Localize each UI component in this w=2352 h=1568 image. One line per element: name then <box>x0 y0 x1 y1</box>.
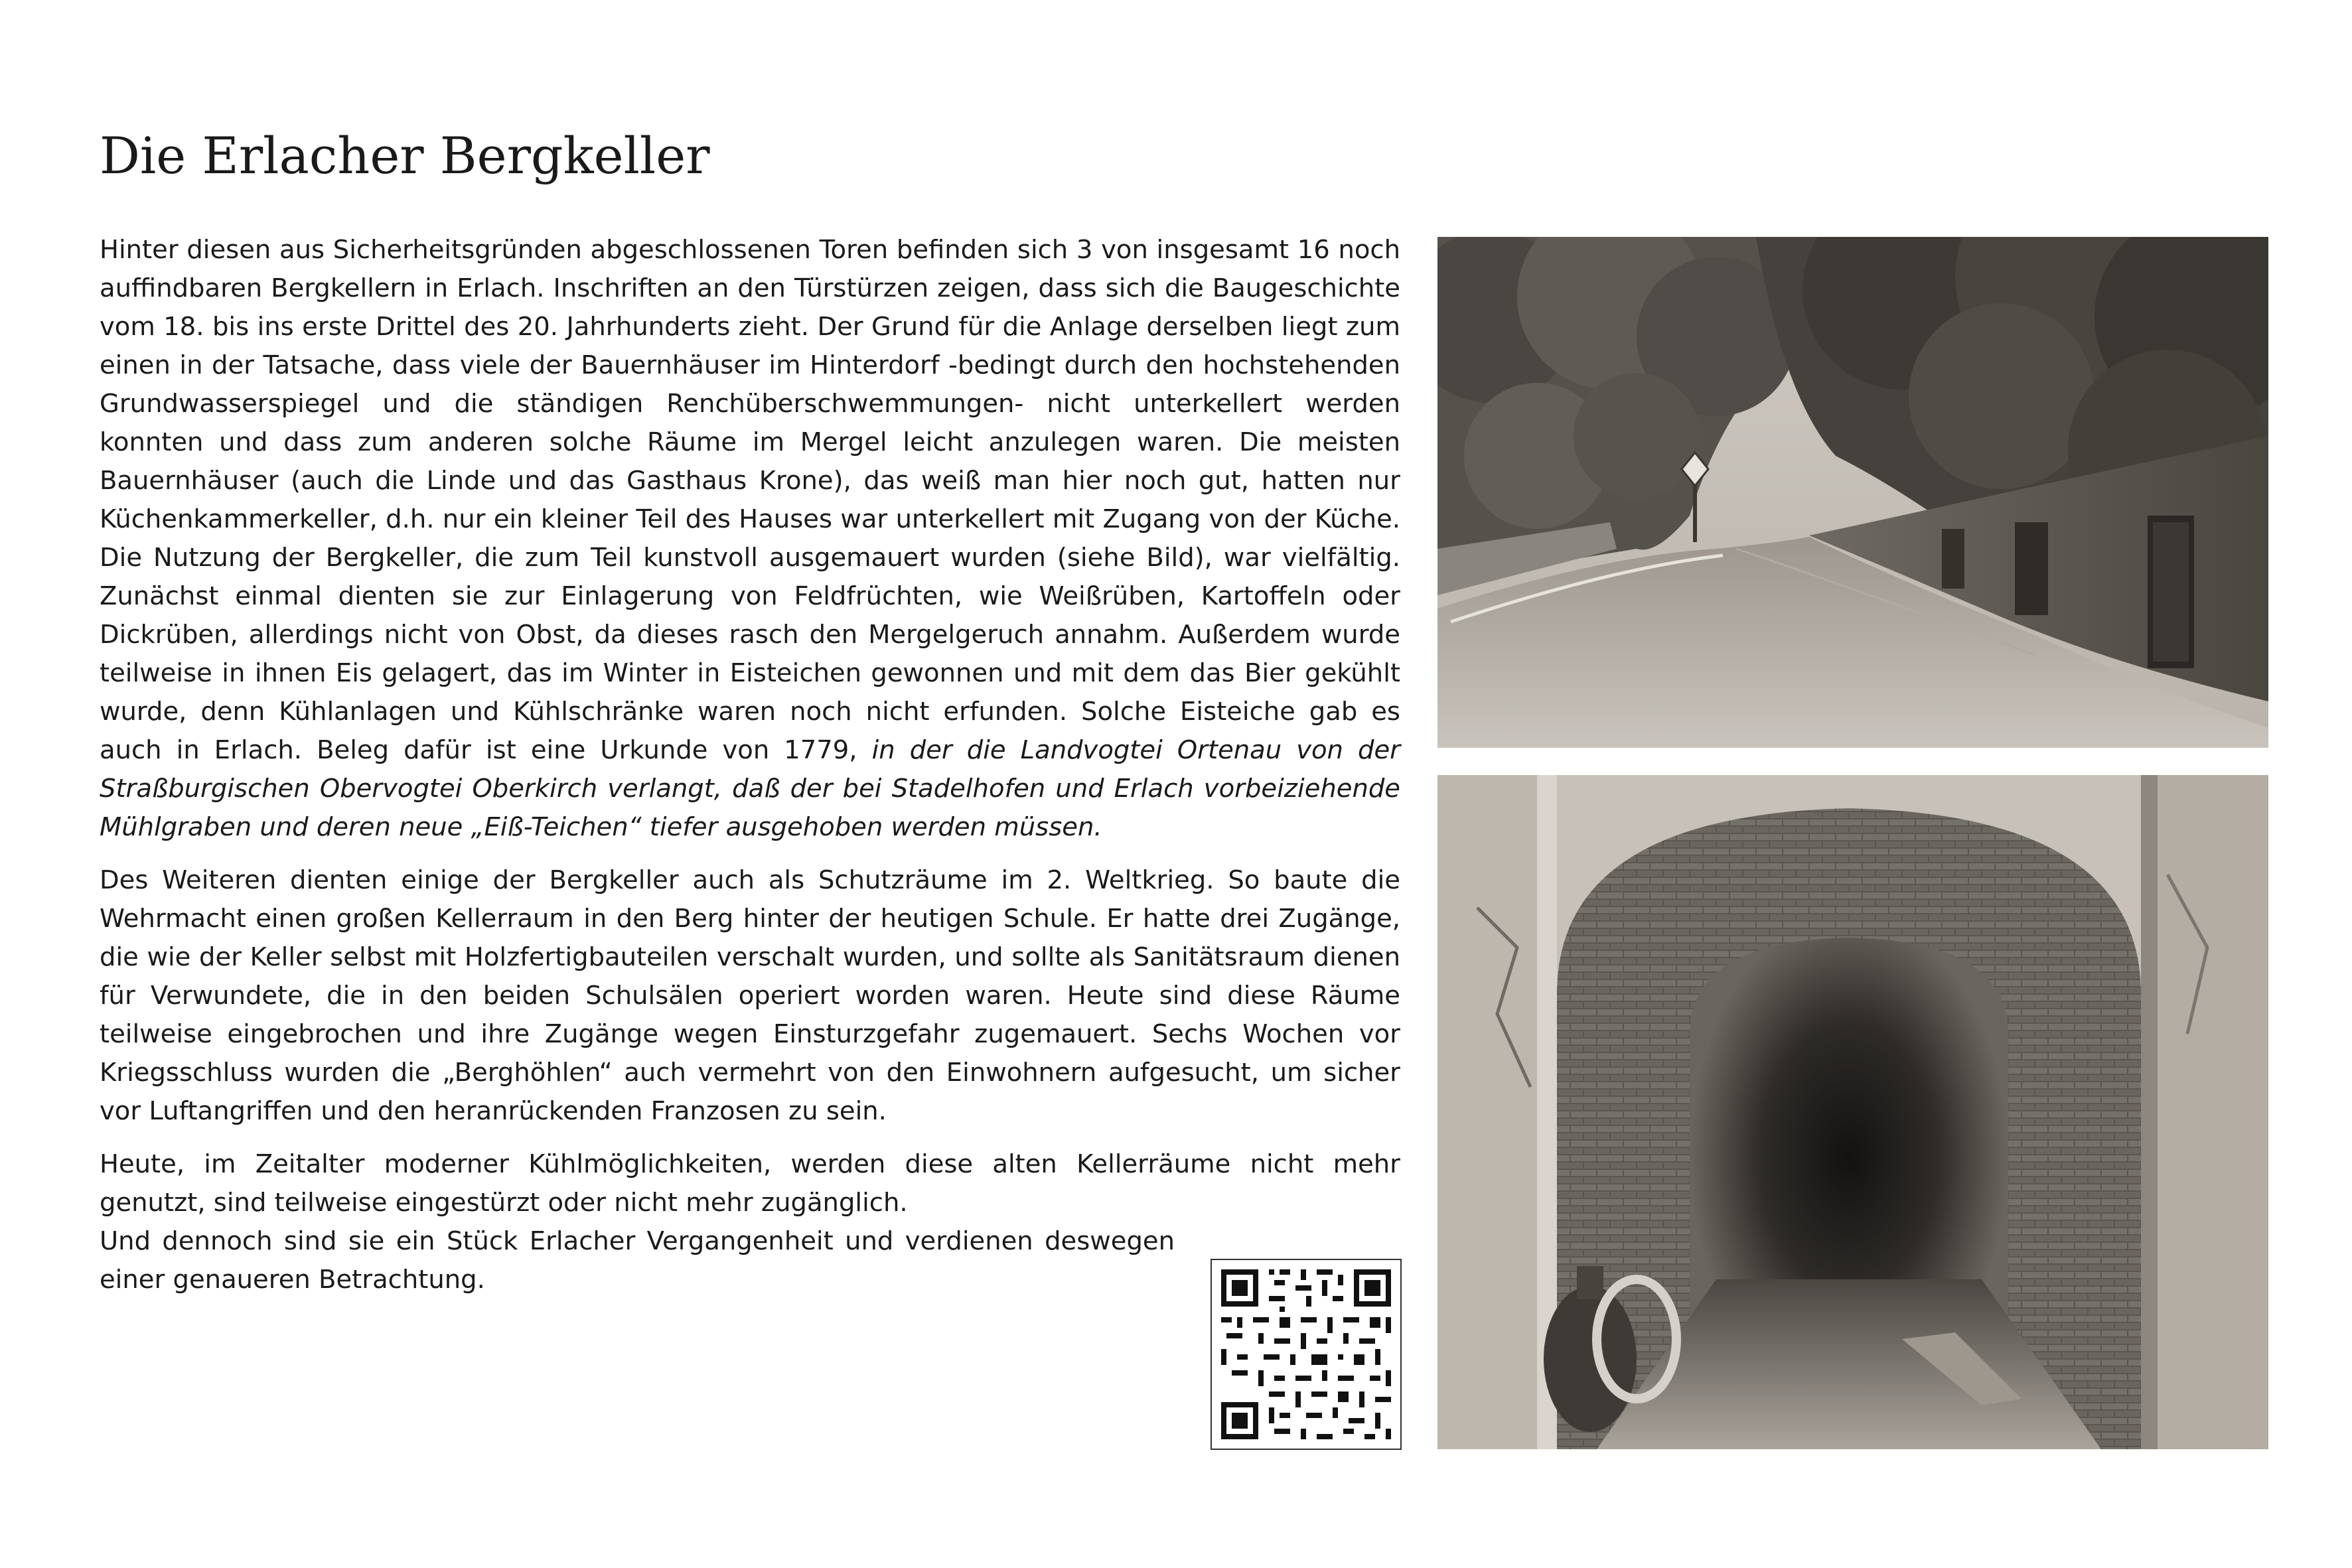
photo-hillside-road <box>1437 237 2268 748</box>
paragraph-history <box>100 231 1400 847</box>
qr-code-icon <box>1211 1259 1402 1450</box>
article-body <box>100 231 1400 1299</box>
paragraph-wartime: Des Weiteren dienten einige der Bergkeller auch als Schutzräume im 2. Weltkrieg. So baute die Wehrmacht einen großen Kellerraum in den Berg hinter der heutigen Schule. Er hatte drei Zugänge, die wie der Keller selbst mit Holzfertigbauteilen verschalt wurden, und sollte als Sanitätsraum dienen für Verwundete, die in den beiden Schulsälen operiert worden waren. Heute sind diese Räume teilweise eingebrochen und ihre Zugänge wegen Einsturzgefahr zugemauert. Sechs Wochen vor Kriegsschluss wurden die „Berghöhlen“ auch vermehrt von den Einwohnern aufgesucht, um sicher vor Luftangriffen und den heranrückenden Franzosen zu sein. <box>100 865 1400 1126</box>
paragraph-history-text: Hinter diesen aus Sicherheitsgründen abgeschlossenen Toren befinden sich 3 von insgesamt 16 noch auffindbaren Bergkellern in Erlach. Inschriften an den Türstürzen zeigen, dass sich die Baugeschichte vom 18. bis ins erste Drittel des 20. Jahrhunderts zieht. Der Grund für die Anlage derselben liegt zum einen in der Tatsache, dass viele der Bauernhäuser im Hinterdorf -bedingt durch den hochstehenden Grundwasserspiegel und die ständigen Renchüberschwemmungen- nicht unterkellert werden konnten und dass zum anderen solche Räume im Mergel leicht anzulegen waren. Die meisten Bauernhäuser (auch die Linde und das Gasthaus Krone), das weiß man hier noch gut, hatten nur Küchenkammerkeller, d.h. nur ein kleiner Teil des Hauses war unterkellert mit Zugang von der Küche. Die Nutzung der Bergkeller, die zum Teil kunstvoll ausgemauert wurden (siehe Bild), war vielfältig. Zunächst einmal dienten sie zur Einlagerung von Feldfrüchten, wie Weißrüben, Kartoffeln oder Dickrüben, allerdings nicht von Obst, da dieses rasch den Mergelgeruch annahm. Außerdem wurde teilweise in ihnen Eis gelagert, das im Winter in Eisteichen gewonnen und mit dem das Bier gekühlt wurde, denn Kühlanlagen und Kühlschränke waren noch nicht erfunden. Solche Eisteiche gab es auch in Erlach. Beleg dafür ist eine Urkunde von 1779, <box>100 235 1400 765</box>
paragraph-today: Heute, im Zeitalter moderner Kühlmöglichkeiten, werden diese alten Kellerräume nicht mehr genutzt, sind teilweise eingestürzt oder nicht mehr zugänglich. <box>100 1149 1400 1218</box>
page-title: Die Erlacher Bergkeller <box>100 126 710 185</box>
paragraph-closing: Und dennoch sind sie ein Stück Erlacher Vergangenheit und verdienen deswegen einer genaueren Betrachtung. <box>100 1226 1175 1295</box>
document-quote: in der die Landvogtei Ortenau von der Straßburgischen Obervogtei Oberkirch verlangt, daß der bei Stadelhofen und Erlach vorbeiziehende Mühlgraben und deren neue „Eiß-Teichen“ tiefer ausgehoben werden müssen. <box>100 735 1400 842</box>
photo-cellar-tunnel <box>1437 775 2268 1449</box>
